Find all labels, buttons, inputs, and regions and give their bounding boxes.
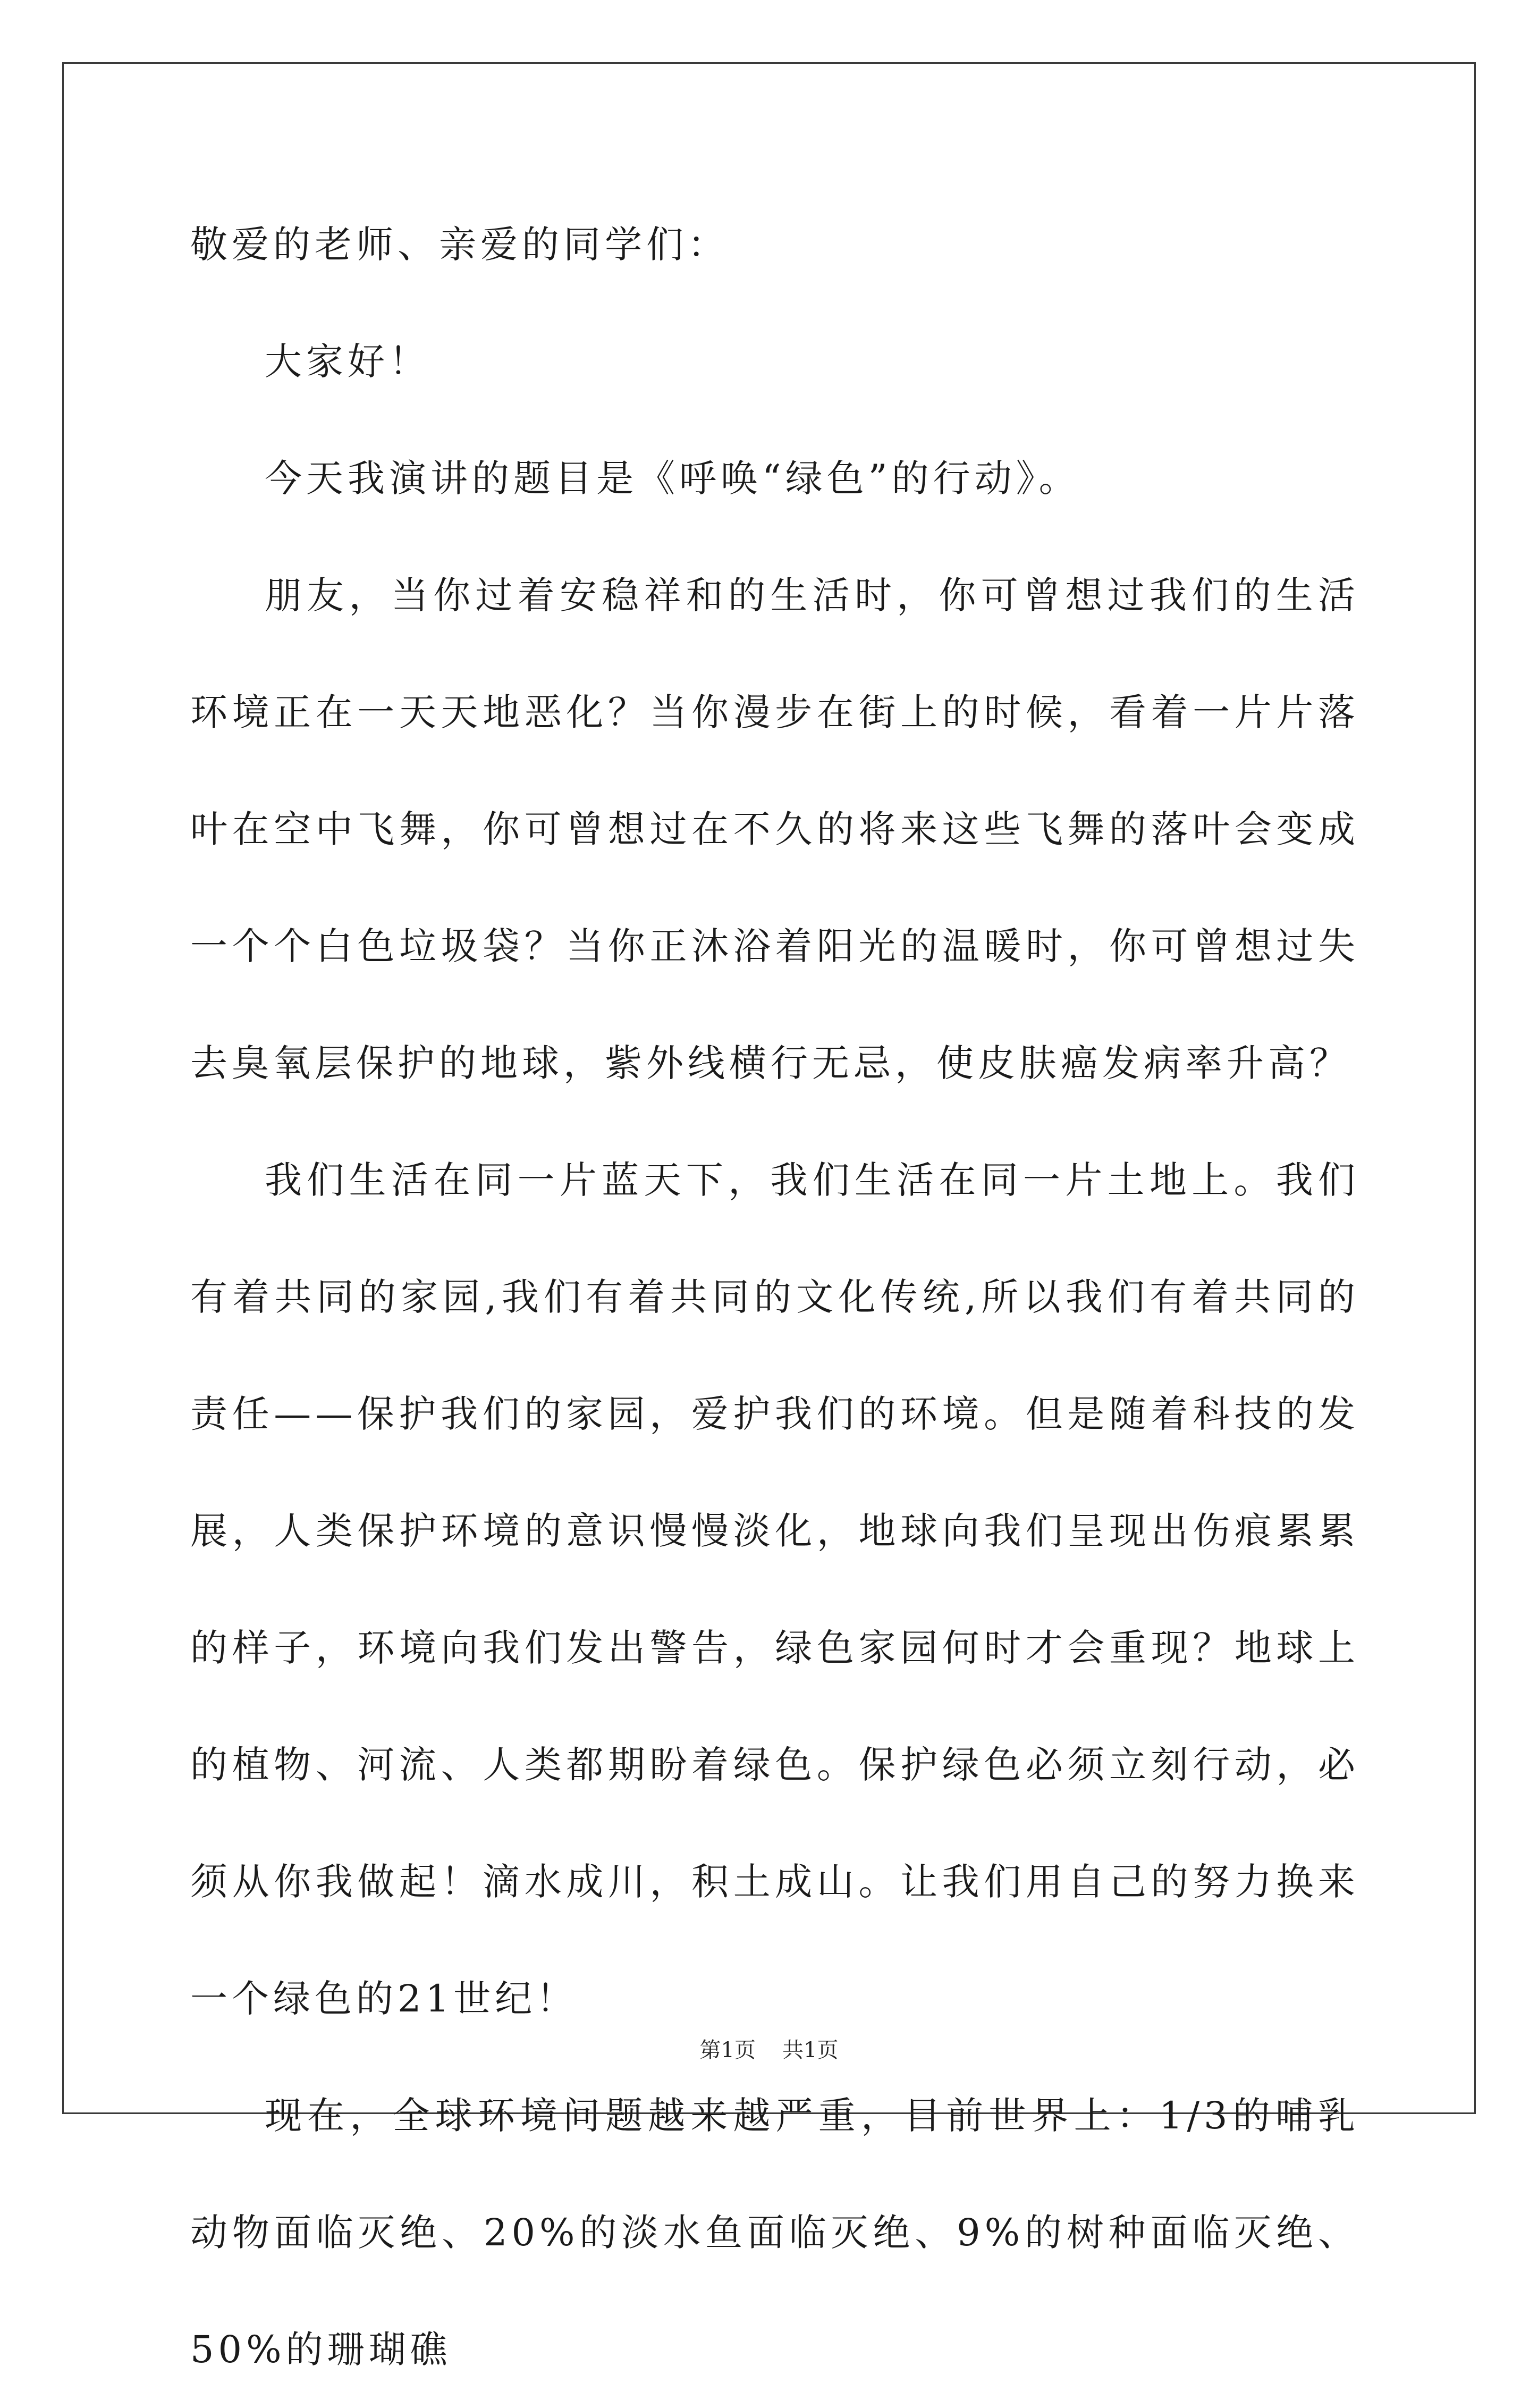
- page-footer: [0, 2037, 1538, 2064]
- paragraph-body: 现在，全球环境问题越来越严重，目前世界上：1/3的哺乳动物面临灭绝、20%的淡水鱼面临灭绝、9%的树种面临灭绝、50%的珊瑚礁: [190, 2094, 1359, 2371]
- paragraph-title: 今天我演讲的题目是《呼唤“绿色”的行动》。: [265, 457, 1080, 500]
- document-body: [190, 186, 1359, 2408]
- page-number: 第1页: [699, 2038, 756, 2062]
- salutation: 敬爱的老师、亲爱的同学们：: [190, 223, 729, 266]
- page-total: 共1页: [782, 2038, 839, 2062]
- paragraph-body: 朋友，当你过着安稳祥和的生活时，你可曾想过我们的生活环境正在一天天地恶化？当你漫步在街上的时候，看着一片片落叶在空中飞舞，你可曾想过在不久的将来这些飞舞的落叶会变成一个个白色垃圾袋？当你正沐浴着阳光的温暖时，你可曾想过失去臭氧层保护的地球，紫外线横行无忌，使皮肤癌发病率升高？: [190, 574, 1359, 1085]
- paragraph-greeting: 大家好！: [265, 340, 430, 383]
- paragraph-body: 我们生活在同一片蓝天下，我们生活在同一片土地上。我们有着共同的家园,我们有着共同的文化传统,所以我们有着共同的责任——保护我们的家园，爱护我们的环境。但是随着科技的发展，人类保护环境的意识慢慢淡化，地球向我们呈现出伤痕累累的样子，环境向我们发出警告，绿色家园何时才会重现？地球上的植物、河流、人类都期盼着绿色。保护绿色必须立刻行动，必须从你我做起！滴水成川，积土成山。让我们用自己的努力换来一个绿色的21世纪！: [190, 1158, 1359, 2020]
